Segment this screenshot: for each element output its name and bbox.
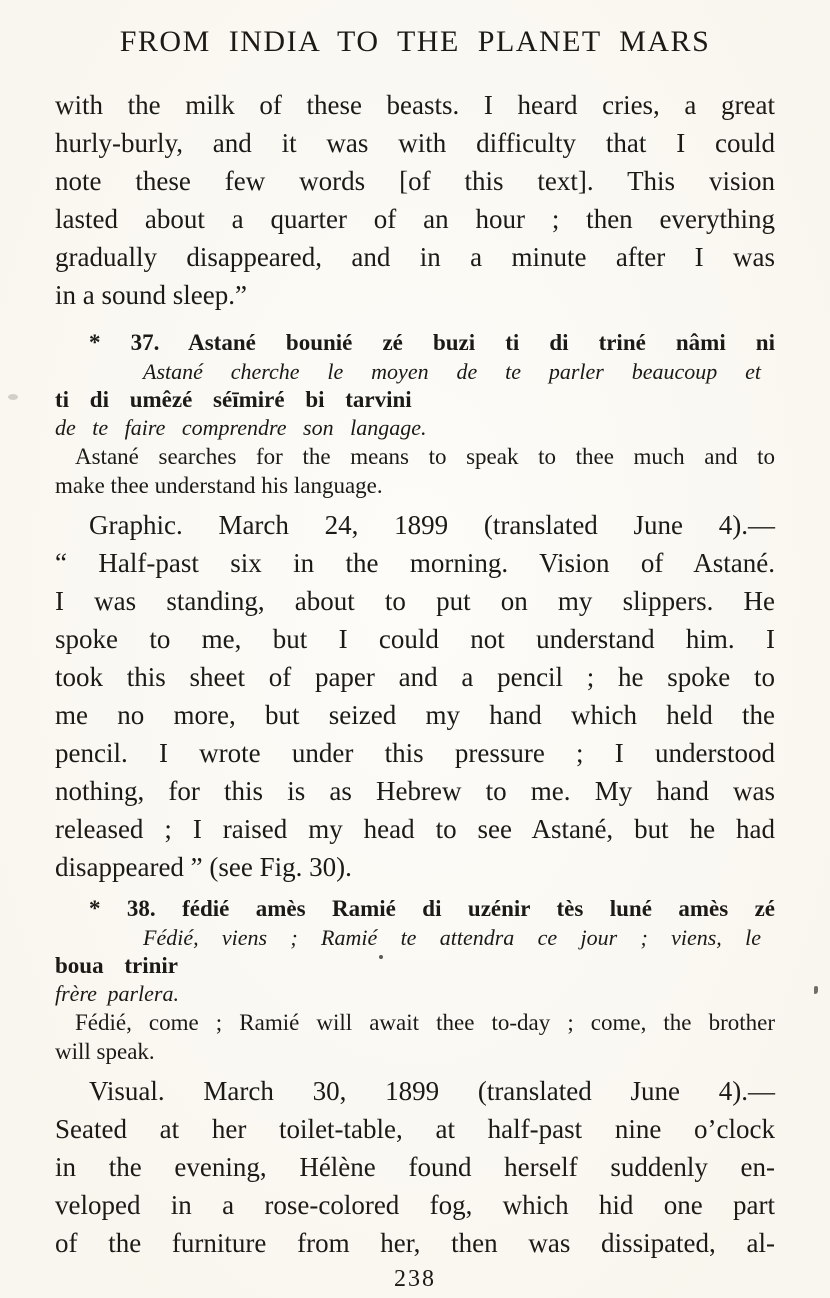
text-line: took this sheet of paper and a pencil ; he spoke to [55,662,775,692]
text-line: I was standing, about to put on my slippers. He [55,586,775,616]
text-line: pencil. I wrote under this pressure ; I understood [55,738,775,768]
text-line: veloped in a rose-colored fog, which hid one part [55,1190,775,1220]
martian-text-line: * 37. Astané bounié zé buzi ti di triné nâmi ni [89,330,775,355]
text-line: me no more, but seized my hand which held the [55,700,775,730]
entry-38 [55,894,775,1066]
french-gloss-line: Astané cherche le moyen de te parler beaucoup et [143,359,761,384]
martian-text-line: boua trinir [55,953,178,978]
text-line: Visual. March 30, 1899 (translated June 4).— [89,1076,775,1106]
text-line: in a sound sleep.” [55,280,247,310]
english-translation-line: make thee understand his language. [55,473,383,498]
text-line: of the furniture from her, then was dissipated, al- [55,1228,775,1258]
entry-37 [55,328,775,500]
text-line: lasted about a quarter of an hour ; then everything [55,204,775,234]
paragraph-graphic [55,506,775,886]
french-gloss-line: Fédié, viens ; Ramié te attendra ce jour ; viens, le [143,925,761,950]
text-line: disappeared ” (see Fig. 30). [55,852,352,882]
text-line: released ; I raised my head to see Astané, but he had [55,814,775,844]
page-number: 238 [394,1266,436,1292]
english-translation-line: Fédié, come ; Ramié will await thee to-day ; come, the brother [75,1010,775,1035]
english-translation-line: Astané searches for the means to speak to thee much and to [75,444,775,469]
text-line: “ Half-past six in the morning. Vision of Astané. [55,548,775,578]
scan-speck [8,394,18,400]
french-gloss-line: de te faire comprendre son langage. [55,415,427,440]
text-line: in the evening, Hélène found herself suddenly en- [55,1152,775,1182]
text-line: gradually disappeared, and in a minute after I was [55,242,775,272]
english-translation-line: will speak. [55,1039,155,1064]
text-line: nothing, for this is as Hebrew to me. My hand was [55,776,775,806]
paragraph-opening [55,86,775,314]
martian-text-line: ti di umêzé séīmiré bi tarvini [55,387,412,412]
french-gloss-line: frère parlera. [55,981,179,1006]
text-line: note these few words [of this text]. This vision [55,166,775,196]
text-line: with the milk of these beasts. I heard cries, a great [55,90,775,120]
scan-speck [814,986,818,994]
text-line: spoke to me, but I could not understand him. I [55,624,775,654]
text-line: Graphic. March 24, 1899 (translated June 4).— [89,510,775,540]
page-title: FROM INDIA TO THE PLANET MARS [119,25,711,58]
text-line: Seated at her toilet-table, at half-past nine o’clock [55,1114,775,1144]
scan-speck [379,955,383,959]
paragraph-visual [55,1072,775,1262]
text-line: hurly-burly, and it was with difficulty that I could [55,128,775,158]
martian-text-line: * 38. fédié amès Ramié di uzénir tès luné amès zé [89,896,775,921]
